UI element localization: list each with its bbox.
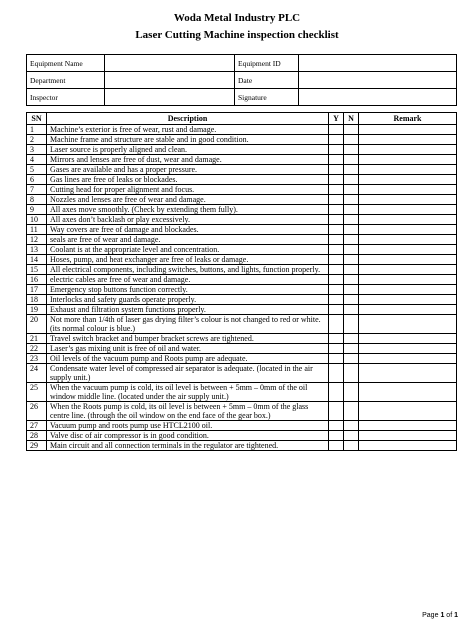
row-description: Way covers are free of damage and blockades. [47, 225, 329, 235]
row-yes-checkbox[interactable] [329, 215, 344, 225]
equipment-id-label: Equipment ID [235, 55, 299, 72]
equipment-name-label: Equipment Name [27, 55, 105, 72]
row-remark-field[interactable] [359, 165, 457, 175]
checklist-row [27, 175, 457, 185]
row-description: Interlocks and safety guards operate properly. [47, 295, 329, 305]
row-sn: 16 [27, 275, 47, 285]
row-no-checkbox[interactable] [344, 205, 359, 215]
row-description: All axes don’t backlash or play excessively. [47, 215, 329, 225]
row-yes-checkbox[interactable] [329, 295, 344, 305]
header-description: Description [47, 113, 329, 125]
row-sn: 20 [27, 315, 47, 334]
row-description: electric cables are free of wear and damage. [47, 275, 329, 285]
row-yes-checkbox[interactable] [329, 255, 344, 265]
row-no-checkbox[interactable] [344, 295, 359, 305]
row-yes-checkbox[interactable] [329, 441, 344, 451]
row-no-checkbox[interactable] [344, 215, 359, 225]
row-sn: 6 [27, 175, 47, 185]
row-description: Laser’s gas mixing unit is free of oil and water. [47, 344, 329, 354]
checklist-row [27, 235, 457, 245]
row-sn: 26 [27, 402, 47, 421]
checklist-row [27, 441, 457, 451]
row-sn: 15 [27, 265, 47, 275]
checklist-row [27, 315, 457, 334]
page-number: 1 [440, 612, 445, 619]
row-no-checkbox[interactable] [344, 305, 359, 315]
row-description: Travel switch bracket and bumper bracket screws are tightened. [47, 334, 329, 344]
document-title: Laser Cutting Machine inspection checklist [135, 29, 339, 41]
row-remark-field[interactable] [359, 225, 457, 235]
row-remark-field[interactable] [359, 285, 457, 295]
row-remark-field[interactable] [359, 305, 457, 315]
checklist-row [27, 285, 457, 295]
checklist-row [27, 145, 457, 155]
row-remark-field[interactable] [359, 265, 457, 275]
checklist-row [27, 431, 457, 441]
row-sn: 8 [27, 195, 47, 205]
row-description: Valve disc of air compressor is in good condition. [47, 431, 329, 441]
checklist-row [27, 383, 457, 402]
row-sn: 2 [27, 135, 47, 145]
row-no-checkbox[interactable] [344, 334, 359, 344]
checklist-row [27, 155, 457, 165]
page-footer [422, 612, 458, 619]
row-yes-checkbox[interactable] [329, 421, 344, 431]
checklist-row [27, 364, 457, 383]
row-description: Main circuit and all connection terminals in the regulator are tightened. [47, 441, 329, 451]
checklist-table [26, 112, 457, 451]
row-sn: 10 [27, 215, 47, 225]
row-description: When the vacuum pump is cold, its oil level is between + 5mm – 0mm of the oil window middle line. (located under the air supply unit.) [47, 383, 329, 402]
row-no-checkbox[interactable] [344, 175, 359, 185]
row-sn: 18 [27, 295, 47, 305]
row-no-checkbox[interactable] [344, 315, 359, 334]
row-sn: 14 [27, 255, 47, 265]
row-description: Condensate water level of compressed air separator is adequate. (located in the air supply unit.) [47, 364, 329, 383]
row-remark-field[interactable] [359, 354, 457, 364]
row-remark-field[interactable] [359, 383, 457, 402]
checklist-row [27, 215, 457, 225]
row-no-checkbox[interactable] [344, 155, 359, 165]
row-yes-checkbox[interactable] [329, 145, 344, 155]
row-sn: 4 [27, 155, 47, 165]
row-remark-field[interactable] [359, 215, 457, 225]
row-sn: 23 [27, 354, 47, 364]
row-no-checkbox[interactable] [344, 185, 359, 195]
row-remark-field[interactable] [359, 402, 457, 421]
row-no-checkbox[interactable] [344, 402, 359, 421]
row-no-checkbox[interactable] [344, 364, 359, 383]
header-yes: Y [329, 113, 344, 125]
checklist-row [27, 205, 457, 215]
row-remark-field[interactable] [359, 175, 457, 185]
signature-label: Signature [235, 89, 299, 106]
header-remark: Remark [359, 113, 457, 125]
row-yes-checkbox[interactable] [329, 245, 344, 255]
row-yes-checkbox[interactable] [329, 354, 344, 364]
row-yes-checkbox[interactable] [329, 185, 344, 195]
row-remark-field[interactable] [359, 205, 457, 215]
row-description: Nozzles and lenses are free of wear and damage. [47, 195, 329, 205]
row-no-checkbox[interactable] [344, 354, 359, 364]
checklist-row [27, 265, 457, 275]
row-sn: 19 [27, 305, 47, 315]
row-no-checkbox[interactable] [344, 285, 359, 295]
row-remark-field[interactable] [359, 364, 457, 383]
info-row-equipment [27, 55, 457, 72]
page-of-label: of [446, 612, 453, 619]
row-description: Vacuum pump and roots pump use HTCL2100 oil. [47, 421, 329, 431]
row-yes-checkbox[interactable] [329, 402, 344, 421]
row-sn: 3 [27, 145, 47, 155]
checklist-row [27, 402, 457, 421]
header-no: N [344, 113, 359, 125]
row-yes-checkbox[interactable] [329, 165, 344, 175]
row-yes-checkbox[interactable] [329, 364, 344, 383]
row-sn: 9 [27, 205, 47, 215]
row-description: Hoses, pump, and heat exchanger are free of leaks or damage. [47, 255, 329, 265]
info-table [26, 54, 457, 106]
row-yes-checkbox[interactable] [329, 305, 344, 315]
row-no-checkbox[interactable] [344, 125, 359, 135]
row-no-checkbox[interactable] [344, 225, 359, 235]
checklist-row [27, 305, 457, 315]
row-no-checkbox[interactable] [344, 135, 359, 145]
info-row-department [27, 72, 457, 89]
department-field[interactable] [105, 72, 235, 89]
row-remark-field[interactable] [359, 155, 457, 165]
row-no-checkbox[interactable] [344, 145, 359, 155]
row-sn: 5 [27, 165, 47, 175]
row-description: All electrical components, including switches, buttons, and lights, function properly. [47, 265, 329, 275]
checklist-row [27, 334, 457, 344]
row-no-checkbox[interactable] [344, 255, 359, 265]
row-sn: 17 [27, 285, 47, 295]
row-yes-checkbox[interactable] [329, 175, 344, 185]
row-description: When the Roots pump is cold, its oil level is between + 5mm – 0mm of the glass centre line. (through the oil window on the end face of the gear box.) [47, 402, 329, 421]
row-description: Cutting head for proper alignment and focus. [47, 185, 329, 195]
checklist-row [27, 225, 457, 235]
row-yes-checkbox[interactable] [329, 383, 344, 402]
checklist-row [27, 125, 457, 135]
row-yes-checkbox[interactable] [329, 235, 344, 245]
row-no-checkbox[interactable] [344, 383, 359, 402]
checklist-row [27, 344, 457, 354]
row-sn: 21 [27, 334, 47, 344]
equipment-id-field[interactable] [299, 55, 457, 72]
row-no-checkbox[interactable] [344, 165, 359, 175]
row-remark-field[interactable] [359, 255, 457, 265]
row-no-checkbox[interactable] [344, 275, 359, 285]
row-no-checkbox[interactable] [344, 265, 359, 275]
checklist-row [27, 165, 457, 175]
row-yes-checkbox[interactable] [329, 225, 344, 235]
checklist-row [27, 245, 457, 255]
checklist-row [27, 275, 457, 285]
row-yes-checkbox[interactable] [329, 315, 344, 334]
row-yes-checkbox[interactable] [329, 431, 344, 441]
row-sn: 7 [27, 185, 47, 195]
row-no-checkbox[interactable] [344, 245, 359, 255]
row-remark-field[interactable] [359, 145, 457, 155]
row-no-checkbox[interactable] [344, 441, 359, 451]
row-sn: 12 [27, 235, 47, 245]
page-total: 1 [454, 612, 458, 619]
row-sn: 24 [27, 364, 47, 383]
row-remark-field[interactable] [359, 441, 457, 451]
row-remark-field[interactable] [359, 195, 457, 205]
checklist-row [27, 195, 457, 205]
checklist-row [27, 421, 457, 431]
row-description: Gases are available and has a proper pressure. [47, 165, 329, 175]
company-name: Woda Metal Industry PLC [173, 12, 301, 24]
checklist-row [27, 185, 457, 195]
row-yes-checkbox[interactable] [329, 275, 344, 285]
row-sn: 11 [27, 225, 47, 235]
row-remark-field[interactable] [359, 295, 457, 305]
row-description: Machine frame and structure are stable and in good condition. [47, 135, 329, 145]
checklist-body [27, 125, 457, 451]
inspector-label: Inspector [27, 89, 105, 106]
row-description: Laser source is properly aligned and clean. [47, 145, 329, 155]
row-remark-field[interactable] [359, 315, 457, 334]
row-description: Oil levels of the vacuum pump and Roots pump are adequate. [47, 354, 329, 364]
row-description: Machine’s exterior is free of wear, rust and damage. [47, 125, 329, 135]
row-remark-field[interactable] [359, 135, 457, 145]
row-no-checkbox[interactable] [344, 421, 359, 431]
row-description: Exhaust and filtration system functions properly. [47, 305, 329, 315]
checklist-row [27, 255, 457, 265]
row-yes-checkbox[interactable] [329, 195, 344, 205]
row-description: seals are free of wear and damage. [47, 235, 329, 245]
row-no-checkbox[interactable] [344, 344, 359, 354]
row-description: Mirrors and lenses are free of dust, wear and damage. [47, 155, 329, 165]
row-no-checkbox[interactable] [344, 235, 359, 245]
department-label: Department [27, 72, 105, 89]
row-remark-field[interactable] [359, 245, 457, 255]
row-yes-checkbox[interactable] [329, 135, 344, 145]
row-yes-checkbox[interactable] [329, 344, 344, 354]
row-no-checkbox[interactable] [344, 195, 359, 205]
row-remark-field[interactable] [359, 344, 457, 354]
row-sn: 1 [27, 125, 47, 135]
row-description: Gas lines are free of leaks or blockades. [47, 175, 329, 185]
row-sn: 13 [27, 245, 47, 255]
row-yes-checkbox[interactable] [329, 334, 344, 344]
row-yes-checkbox[interactable] [329, 125, 344, 135]
row-description: Coolant is at the appropriate level and concentration. [47, 245, 329, 255]
row-description: Emergency stop buttons function correctly. [47, 285, 329, 295]
date-label: Date [235, 72, 299, 89]
signature-field[interactable] [299, 89, 457, 106]
info-row-inspector [27, 89, 457, 106]
row-remark-field[interactable] [359, 275, 457, 285]
checklist-row [27, 354, 457, 364]
page-label: Page [422, 612, 439, 619]
row-remark-field[interactable] [359, 235, 457, 245]
row-yes-checkbox[interactable] [329, 205, 344, 215]
row-sn: 22 [27, 344, 47, 354]
row-remark-field[interactable] [359, 421, 457, 431]
row-yes-checkbox[interactable] [329, 155, 344, 165]
inspector-field[interactable] [105, 89, 235, 106]
row-remark-field[interactable] [359, 334, 457, 344]
equipment-name-field[interactable] [105, 55, 235, 72]
header-sn: SN [27, 113, 47, 125]
row-sn: 25 [27, 383, 47, 402]
row-yes-checkbox[interactable] [329, 265, 344, 275]
row-sn: 27 [27, 421, 47, 431]
row-sn: 29 [27, 441, 47, 451]
checklist-header-row [27, 113, 457, 125]
row-sn: 28 [27, 431, 47, 441]
row-remark-field[interactable] [359, 185, 457, 195]
checklist-row [27, 135, 457, 145]
checklist-row [27, 295, 457, 305]
row-remark-field[interactable] [359, 431, 457, 441]
date-field[interactable] [299, 72, 457, 89]
row-no-checkbox[interactable] [344, 431, 359, 441]
row-description: Not more than 1/4th of laser gas drying filter’s colour is not changed to red or white. (its normal colour is blue.) [47, 315, 329, 334]
row-description: All axes move smoothly. (Check by extending them fully). [47, 205, 329, 215]
row-remark-field[interactable] [359, 125, 457, 135]
row-yes-checkbox[interactable] [329, 285, 344, 295]
